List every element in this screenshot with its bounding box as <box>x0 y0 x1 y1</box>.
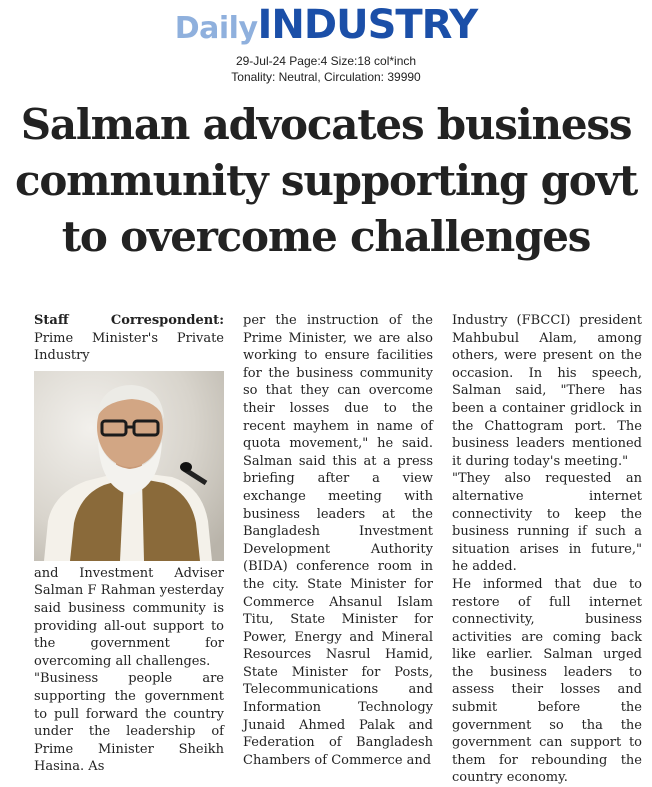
clipping-meta-line2: Tonality: Neutral, Circulation: 39990 <box>231 70 421 84</box>
col3-paragraph-2: "They also requested an alternative internet connectivity to keep the business running if such a situation arises in future," he added. <box>452 471 642 575</box>
headline-line1: Salman advocates business <box>20 100 632 149</box>
headline <box>10 97 642 265</box>
col3-paragraph-1: Industry (FBCCI) president Mahbubul Alam, among others, were present on the occasion. In his speech, Salman said, "There has been a container gridlock in the Chattogram port. The business leaders mentioned it during today's meeting." <box>452 313 642 469</box>
masthead-daily: Daily <box>174 11 258 46</box>
byline: Staff Correspondent: <box>34 313 224 328</box>
article-column-2 <box>243 312 433 769</box>
lead-text: Prime Minister's Private Industry <box>34 330 224 364</box>
article-column-3 <box>452 312 642 787</box>
portrait-image <box>34 371 224 561</box>
col2-paragraph-1: per the instruction of the Prime Minister, we are also working to ensure facilities for the business community so that they can overcome their losses due to the recent mayhem in name of quota movement," he said. Salman said this at a press briefing after a view exchange meeting with business leaders at the Bangladesh Investment Development Authority (BIDA) conference room in the city. State Minister for Commerce Ahsanul Islam Titu, State Minister for Power, Energy and Mineral Resources Nasrul Hamid, State Minister for Posts, Telecommunications and Information Technology Junaid Ahmed Palak and Federation of Bangladesh Chambers of Commerce and <box>243 313 433 768</box>
col1-paragraph-2: "Business people are supporting the government to pull forward the country under the leadership of Prime Minister Sheikh Hasina. As <box>34 671 224 775</box>
portrait-photo <box>34 371 224 561</box>
col1-paragraph-1: and Investment Adviser Salman F Rahman yesterday said business community is providing all-out support to the government for overcoming all challenges. <box>34 565 224 669</box>
headline-line2: community supporting govt <box>14 156 638 205</box>
clipping-meta-line1: 29-Jul-24 Page:4 Size:18 col*inch <box>235 54 417 68</box>
masthead-industry: INDUSTRY <box>257 2 478 48</box>
article-column-1 <box>34 312 224 776</box>
headline-line3: to overcome challenges <box>61 212 591 261</box>
col3-paragraph-3: He informed that due to restore of full internet connectivity, business activities are coming back like earlier. Salman urged the business leaders to assess their losses and submit before the government so tha the government can support to them for rebounding the country economy. <box>452 576 642 786</box>
masthead <box>0 2 652 50</box>
article-lead <box>34 312 224 365</box>
